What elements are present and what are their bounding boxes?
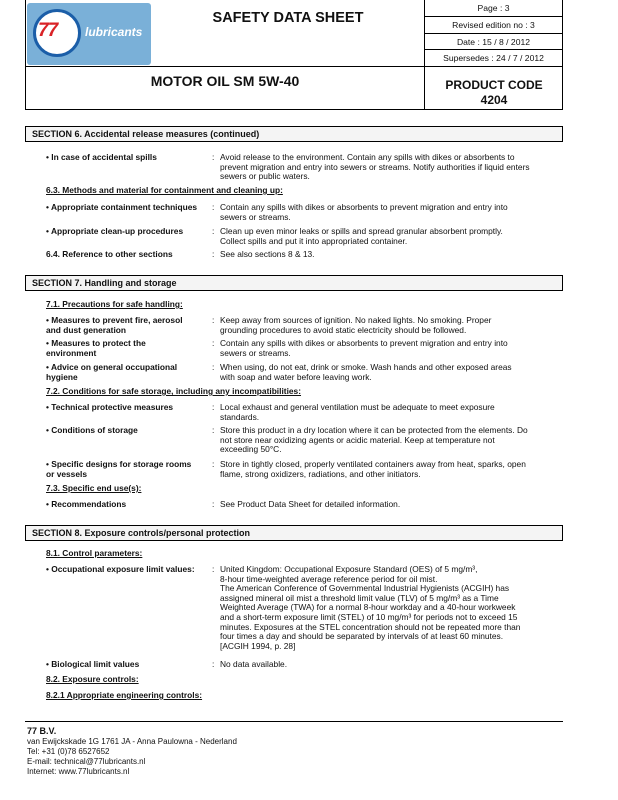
fire-prevention-label: • Measures to prevent fire, aerosol and dust generation [46,315,183,335]
footer-address: van Ewijckskade 1G 1761 JA - Anna Paulowna - Nederland [27,737,237,746]
separator: : [212,425,215,435]
containment-value: Contain any spills with dikes or absorbents to prevent migration and entry into sewers or streams. [220,202,508,222]
exposure-limit-label: • Occupational exposure limit values: [46,564,195,574]
footer-company: 77 B.V. [27,726,57,736]
cleanup-value: Clean up even minor leaks or spills and spread granular absorbent promptly. Collect spills and put it into appropriated container. [220,226,503,246]
separator: : [212,315,215,325]
product-code-block [425,78,563,108]
reference-value: See also sections 8 & 13. [220,249,315,259]
recommendations-value: See Product Data Sheet for detailed information. [220,499,401,509]
document-title: SAFETY DATA SHEET [212,10,364,26]
separator: : [212,564,215,574]
footer-website: Internet: www.77lubricants.nl [27,767,130,776]
footer-email: E-mail: technical@77lubricants.nl [27,757,146,766]
product-code-label: PRODUCT CODE [445,78,543,92]
meta-rule [424,16,563,17]
recommendations-label: • Recommendations [46,499,127,509]
storage-conditions-value: Store this product in a dry location where it can be protected from the elements. Do not store near oxidizing agents or acidic material. Keep at temperature not exceeding 50°C. [220,425,528,455]
hygiene-label: • Advice on general occupational hygiene [46,362,178,382]
page-number: Page : 3 [477,3,510,13]
storage-conditions-label: • Conditions of storage [46,425,138,435]
subsection-7-2: 7.2. Conditions for safe storage, including any incompatibilities: [46,386,302,396]
storage-rooms-value: Store in tightly closed, properly ventilated containers away from heat, sparks, open flame, strong oxidizers, radiations, and other initiators. [220,459,526,479]
section-6-header: SECTION 6. Accidental release measures (continued) [25,126,563,142]
hygiene-value: When using, do not eat, drink or smoke. Wash hands and other exposed areas with soap and water before leaving work. [220,362,512,382]
company-logo [27,3,151,65]
revised-edition: Revised edition no : 3 [452,20,535,30]
storage-rooms-label: • Specific designs for storage rooms or vessels [46,459,192,479]
separator: : [212,249,215,259]
reference-label: 6.4. Reference to other sections [46,249,173,259]
subsection-8-2-1: 8.2.1 Appropriate engineering controls: [46,690,203,700]
spills-value: Avoid release to the environment. Contain any spills with dikes or absorbents to prevent migration and entry into sewers or streams. Notify authorities if liquid enters sewers or public waters. [220,152,530,182]
containment-label: • Appropriate containment techniques [46,202,198,212]
environment-value: Contain any spills with dikes or absorbents to prevent migration and entry into sewers or streams. [220,338,508,358]
biological-limit-label: • Biological limit values [46,659,140,669]
subsection-7-3: 7.3. Specific end use(s): [46,483,142,493]
footer-rule [25,721,563,722]
fire-prevention-value: Keep away from sources of ignition. No naked lights. No smoking. Proper grounding procedures to avoid static electricity should be followed. [220,315,492,335]
section-8-header: SECTION 8. Exposure controls/personal protection [25,525,563,541]
spills-label: • In case of accidental spills [46,152,157,162]
subsection-6-3: 6.3. Methods and material for containment and cleaning up: [46,185,283,195]
environment-label: • Measures to protect the environment [46,338,146,358]
product-code: 4204 [480,93,508,107]
subsection-8-1: 8.1. Control parameters: [46,548,143,558]
logo-number: 77 [38,20,58,41]
separator: : [212,338,215,348]
separator: : [212,226,215,236]
separator: : [212,499,215,509]
product-name: MOTOR OIL SM 5W-40 [150,73,300,89]
exposure-limit-value: United Kingdom: Occupational Exposure Standard (OES) of 5 mg/m³, 8-hour time-weighted average reference period for oil mist. The American Conference of Governmental Industrial Hygienists (ACGIH) has assigned mineral oil mist a threshold limit value (TLV) of 5 mg/m³ as a Time Weighted Average (TWA) for a normal 8-hour workday and a 40-hour workweek and a short-term exposure limit (STEL) of 10 mg/m³ for periods not to exceed 15 minutes. Exposures at the STEL concentration should not be repeated more than four times a day and should be separated by intervals of at least 60 minutes. [ACGIH 1994, p. 28] [220,564,521,651]
meta-rule [424,33,563,34]
subsection-8-2: 8.2. Exposure controls: [46,674,139,684]
separator: : [212,402,215,412]
separator: : [212,152,215,162]
separator: : [212,362,215,372]
section-7-header: SECTION 7. Handling and storage [25,275,563,291]
header-rule [25,66,563,67]
cleanup-label: • Appropriate clean-up procedures [46,226,184,236]
logo-brand: lubricants [85,25,143,39]
meta-rule [424,49,563,50]
subsection-7-1: 7.1. Precautions for safe handling: [46,299,183,309]
supersedes-date: Supersedes : 24 / 7 / 2012 [443,53,544,63]
technical-measures-label: • Technical protective measures [46,402,174,412]
biological-limit-value: No data available. [220,659,288,669]
separator: : [212,659,215,669]
separator: : [212,459,215,469]
footer-phone: Tel: +31 (0)78 6527652 [27,747,110,756]
technical-measures-value: Local exhaust and general ventilation must be adequate to meet exposure standards. [220,402,495,422]
issue-date: Date : 15 / 8 / 2012 [456,37,531,47]
separator: : [212,202,215,212]
